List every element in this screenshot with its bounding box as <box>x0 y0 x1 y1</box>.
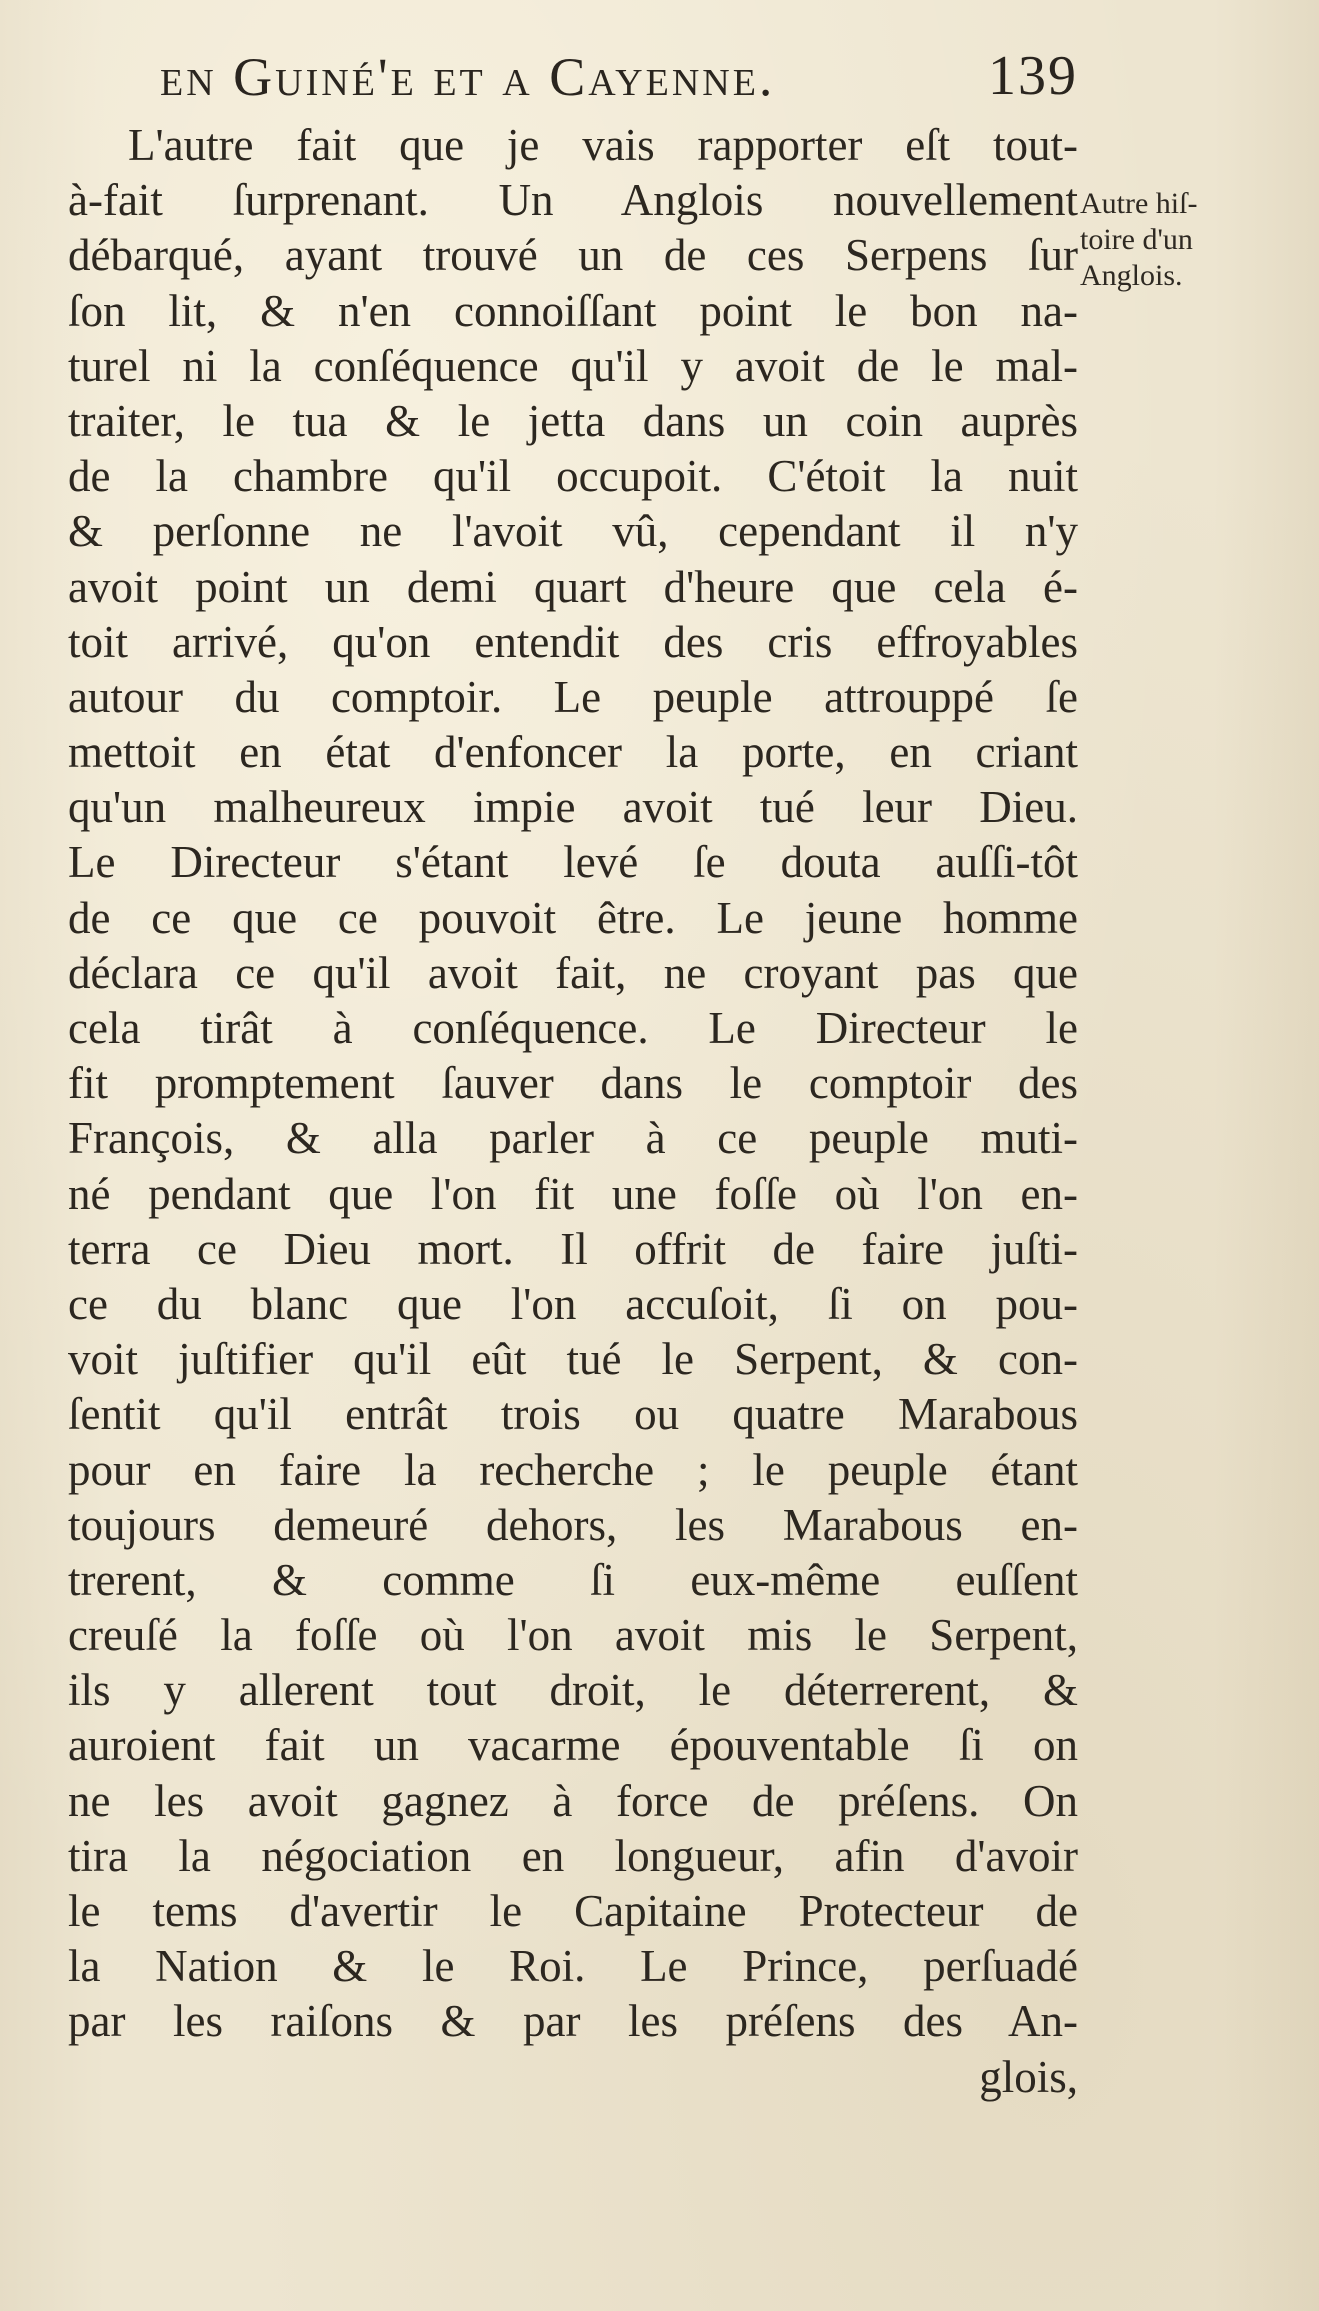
text-line: terra ce Dieu mort. Il offrit de faire juſti- <box>68 1223 1078 1274</box>
text-line: cela tirât à conſéquence. Le Directeur le <box>68 1003 1078 1053</box>
text-line: trerent, & comme ſi eux-même euſſent <box>68 1554 1078 1605</box>
margin-note <box>1080 186 1312 294</box>
text-line: François, & alla parler à ce peuple muti- <box>68 1113 1078 1164</box>
text-line: creuſé la foſſe où l'on avoit mis le Serpent, <box>68 1610 1078 1661</box>
text-line: par les raiſons & par les préſens des An- <box>68 1996 1078 2047</box>
margin-note-line: toire d'un <box>1080 223 1193 256</box>
text-line: né pendant que l'on fit une foſſe où l'on en- <box>68 1168 1078 1219</box>
margin-note-line: Autre hiſ- <box>1080 187 1198 220</box>
page-number: 139 <box>988 45 1078 107</box>
text-line: L'autre fait que je vais rapporter eſt tout- <box>128 120 1078 170</box>
text-line: autour du comptoir. Le peuple attrouppé ſe <box>68 671 1078 722</box>
text-line: à-fait ſurprenant. Un Anglois nouvellement <box>68 175 1078 226</box>
text-line: Le Directeur s'étant levé ſe douta auſſi-tôt <box>68 837 1078 888</box>
text-line: traiter, le tua & le jetta dans un coin auprès <box>68 395 1078 446</box>
text-line: fit promptement ſauver dans le comptoir des <box>68 1058 1078 1109</box>
text-line: qu'un malheureux impie avoit tué leur Dieu. <box>68 782 1078 833</box>
text-line: ſon lit, & n'en connoiſſant point le bon na- <box>68 285 1078 336</box>
text-line: le tems d'avertir le Capitaine Protecteur de <box>68 1886 1078 1936</box>
text-line: mettoit en état d'enfoncer la porte, en criant <box>68 727 1078 778</box>
text-line: tira la négociation en longueur, afin d'avoir <box>68 1830 1078 1881</box>
text-line: déclara ce qu'il avoit fait, ne croyant pas que <box>68 947 1078 998</box>
text-line: ſentit qu'il entrât trois ou quatre Marabous <box>68 1389 1078 1440</box>
catchword: glois, <box>979 2051 1078 2102</box>
text-line: toujours demeuré dehors, les Marabous en- <box>68 1499 1078 1550</box>
text-line: ce du blanc que l'on accuſoit, ſi on pou- <box>68 1278 1078 1329</box>
text-line: turel ni la conſéquence qu'il y avoit de le mal- <box>68 340 1078 391</box>
text-line: toit arrivé, qu'on entendit des cris effroyables <box>68 616 1078 667</box>
margin-note-line: Anglois. <box>1080 259 1183 292</box>
running-title: en Guiné'e et a Cayenne. <box>160 47 776 107</box>
text-line: ne les avoit gagnez à force de préſens. On <box>68 1775 1078 1826</box>
text-line: avoit point un demi quart d'heure que cela é- <box>68 561 1078 612</box>
text-line: de ce que ce pouvoit être. Le jeune homme <box>68 892 1078 943</box>
text-line: ils y allerent tout droit, le déterrerent, & <box>68 1665 1078 1716</box>
text-line: pour en faire la recherche ; le peuple étant <box>68 1444 1078 1495</box>
text-line: & perſonne ne l'avoit vû, cependant il n'y <box>68 506 1078 557</box>
text-line: débarqué, ayant trouvé un de ces Serpens ſur <box>68 230 1078 281</box>
text-line: de la chambre qu'il occupoit. C'étoit la nuit <box>68 451 1078 502</box>
text-line: la Nation & le Roi. Le Prince, perſuadé <box>68 1941 1078 1992</box>
running-head <box>160 40 1078 120</box>
text-line: auroient fait un vacarme épouventable ſi on <box>68 1720 1078 1771</box>
text-line: voit juſtifier qu'il eût tué le Serpent, & con- <box>68 1334 1078 1385</box>
body-text <box>68 118 1078 2105</box>
